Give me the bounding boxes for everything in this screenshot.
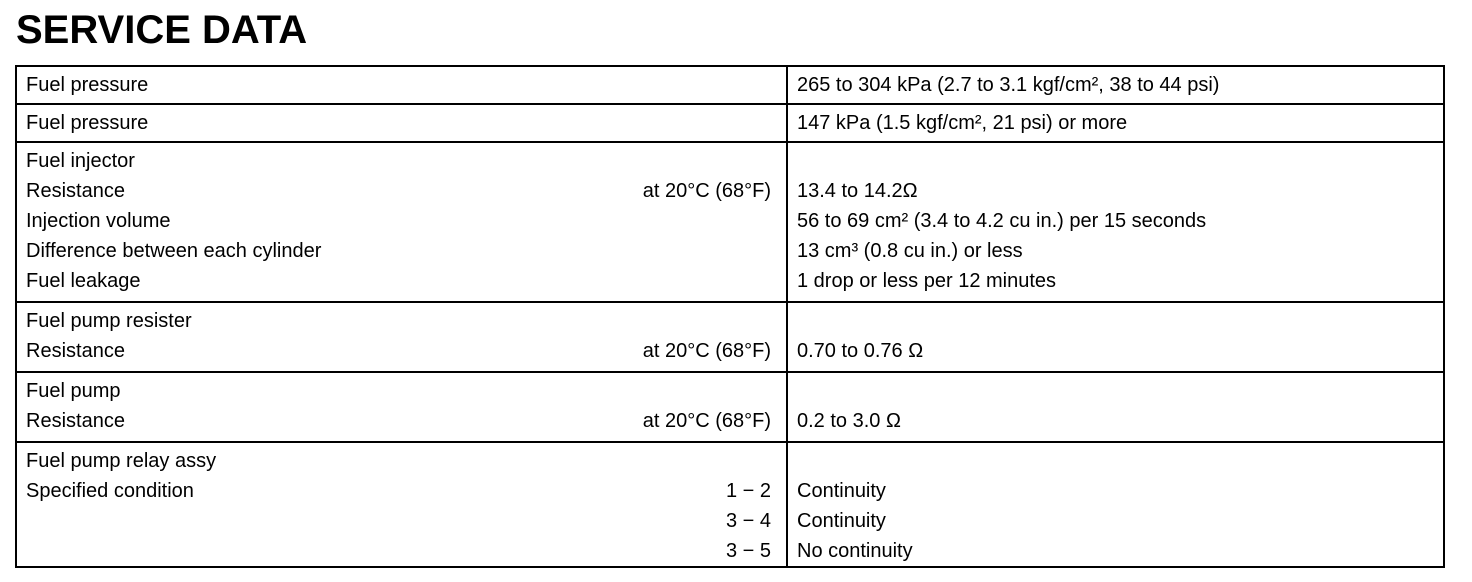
- table-row-fuel-pump-resister: [17, 301, 1443, 371]
- spec-condition: at 20°C (68°F): [642, 180, 771, 202]
- spec-label: Injection volume: [26, 210, 171, 232]
- spec-label: Specified condition: [26, 480, 194, 502]
- table-row-fuel-pump: [17, 371, 1443, 441]
- table-row-fuel-pressure-hold: [17, 103, 1443, 141]
- spec-value: 1 drop or less per 12 minutes: [797, 270, 1057, 292]
- spec-label: Fuel pressure: [26, 74, 149, 96]
- spec-value: 56 to 69 cm² (3.4 to 4.2 cu in.) per 15 seconds: [797, 210, 1207, 232]
- spec-value: Continuity: [797, 480, 886, 502]
- table-row-fuel-pressure: [17, 67, 1443, 103]
- column-divider: [786, 105, 788, 141]
- section-heading: Fuel pump resister: [26, 310, 192, 332]
- spec-condition: 1 − 2: [725, 480, 771, 502]
- table-row-fuel-injector: [17, 141, 1443, 301]
- spec-label: Fuel pressure: [26, 112, 149, 134]
- spec-label: Difference between each cylinder: [26, 240, 322, 262]
- spec-condition: 3 − 4: [725, 510, 771, 532]
- spec-value: 265 to 304 kPa (2.7 to 3.1 kgf/cm², 38 to 44 psi): [797, 74, 1220, 96]
- spec-value: 13 cm³ (0.8 cu in.) or less: [797, 240, 1023, 262]
- spec-value: 147 kPa (1.5 kgf/cm², 21 psi) or more: [797, 112, 1128, 134]
- column-divider: [786, 67, 788, 103]
- spec-label: Resistance: [26, 180, 125, 202]
- column-divider: [786, 443, 788, 566]
- spec-condition: at 20°C (68°F): [642, 340, 771, 362]
- service-data-table: [15, 65, 1445, 568]
- spec-value: Continuity: [797, 510, 886, 532]
- page-title: SERVICE DATA: [16, 8, 308, 52]
- section-heading: Fuel pump: [26, 380, 121, 402]
- spec-condition: at 20°C (68°F): [642, 410, 771, 432]
- spec-label: Resistance: [26, 340, 125, 362]
- column-divider: [786, 143, 788, 301]
- spec-label: Fuel leakage: [26, 270, 141, 292]
- spec-condition: 3 − 5: [725, 540, 771, 562]
- table-row-fuel-pump-relay: [17, 441, 1443, 566]
- column-divider: [786, 303, 788, 371]
- column-divider: [786, 373, 788, 441]
- spec-label: Resistance: [26, 410, 125, 432]
- section-heading: Fuel pump relay assy: [26, 450, 217, 472]
- spec-value: 0.70 to 0.76 Ω: [797, 340, 924, 362]
- spec-value: 13.4 to 14.2Ω: [797, 180, 918, 202]
- section-heading: Fuel injector: [26, 150, 135, 172]
- spec-value: No continuity: [797, 540, 913, 562]
- spec-value: 0.2 to 3.0 Ω: [797, 410, 901, 432]
